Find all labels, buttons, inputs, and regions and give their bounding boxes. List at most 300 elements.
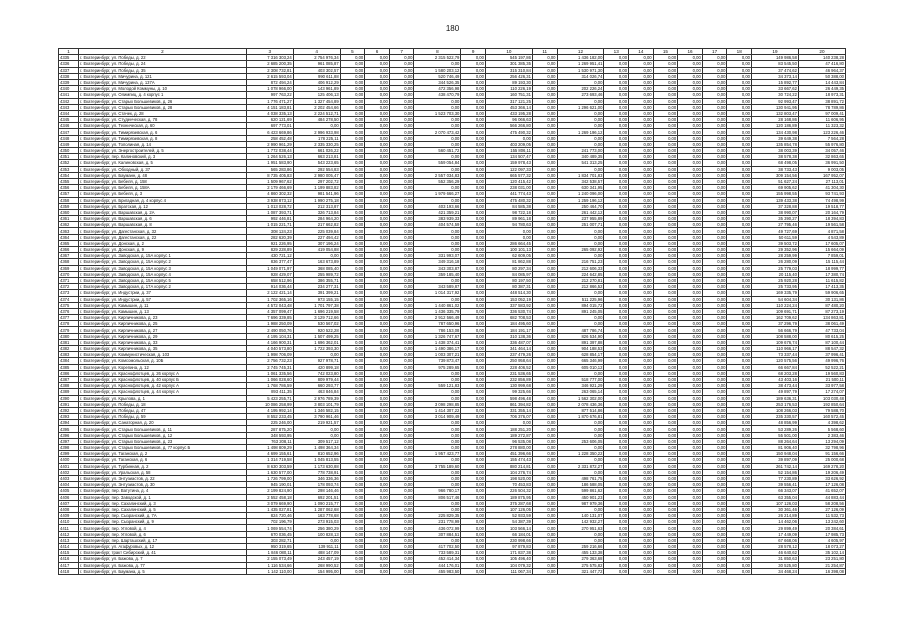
amount-cell: 155 474,43 [485,457,532,463]
address-cell: г. Екатеринбург, ул. Бауманн, д. 48 [79,172,247,178]
row-number-cell: 4353 [59,166,79,172]
amount-cell: 0,00 [727,376,752,382]
amount-cell: 0,00 [461,327,486,333]
amount-cell: 8 630 303,59 [246,463,293,469]
amount-cell: 0,00 [702,327,727,333]
amount-cell: 132 803,47 [752,110,799,116]
amount-cell: 0,00 [365,488,390,494]
amount-cell: 0,00 [461,352,486,358]
amount-cell: 0,00 [365,407,390,413]
amount-cell: 0,00 [414,296,461,302]
amount-cell: 28 578,12 [752,544,799,550]
amount-cell: 17 274,07 [798,389,845,395]
amount-cell: 13 242,60 [798,519,845,525]
amount-cell: 27 795,46 [752,222,799,228]
amount-cell: 125 406,13 [293,92,340,98]
amount-cell: 0,00 [389,92,414,98]
amount-cell: 19 560,83 [798,370,845,376]
amount-cell: 0,00 [629,352,654,358]
amount-cell: 0,00 [532,234,557,240]
amount-cell: 123 226,46 [798,129,845,135]
amount-cell: 0,00 [532,290,557,296]
amount-cell: 167 952,07 [798,172,845,178]
amount-cell: 0,00 [365,135,390,141]
amount-cell: 420 899,18 [293,364,340,370]
row-number-cell: 4339 [59,79,79,85]
amount-cell: 0,00 [678,395,703,401]
amount-cell: 0,00 [532,562,557,568]
amount-cell: 0,00 [293,123,340,129]
amount-cell: 0,00 [389,438,414,444]
amount-cell: 0,00 [727,203,752,209]
amount-cell: 0,00 [702,73,727,79]
amount-cell: 620 121,69 [246,117,293,123]
amount-cell: 0,00 [340,185,365,191]
amount-cell: 0,00 [653,110,678,116]
amount-cell: 599 861,62 [557,488,604,494]
amount-cell: 0,00 [604,191,629,197]
amount-cell: 0,00 [727,395,752,401]
amount-cell: 0,00 [653,86,678,92]
amount-cell: 0,00 [604,271,629,277]
amount-cell: 11 606,95 [798,117,845,123]
amount-cell: 0,00 [678,228,703,234]
amount-cell: 0,00 [727,469,752,475]
address-cell: г. Екатеринбург, ул. Крылова, д. 1 [79,395,247,401]
amount-cell: 0,00 [629,135,654,141]
amount-cell: 2 980 005,47 [293,172,340,178]
column-header: 4 [293,49,340,55]
amount-cell: 18 999,77 [798,265,845,271]
amount-cell: 255 989,72 [293,271,340,277]
amount-cell: 0,00 [389,463,414,469]
amount-cell: 0,00 [340,364,365,370]
amount-cell: 0,00 [727,117,752,123]
amount-cell: 0,00 [389,407,414,413]
amount-cell: 0,00 [604,284,629,290]
column-header: 12 [557,49,604,55]
amount-cell: 0,00 [653,79,678,85]
amount-cell: 189 636,31 [752,395,799,401]
amount-cell: 0,00 [532,469,557,475]
amount-cell: 0,00 [727,172,752,178]
amount-cell: 0,00 [702,506,727,512]
row-number-cell: 4336 [59,61,79,67]
amount-cell: 0,00 [532,191,557,197]
amount-cell: 0,00 [365,247,390,253]
amount-cell: 0,00 [727,531,752,537]
amount-cell: 0,00 [727,482,752,488]
row-number-cell: 4343 [59,104,79,110]
amount-cell: 81 906,40 [752,445,799,451]
amount-cell: 0,00 [653,537,678,543]
amount-cell: 0,00 [389,308,414,314]
amount-cell: 0,00 [678,315,703,321]
amount-cell: 13 294,09 [798,438,845,444]
amount-cell: 0,00 [653,92,678,98]
row-number-cell: 4378 [59,321,79,327]
amount-cell: 0,00 [461,401,486,407]
amount-cell: 0,00 [461,494,486,500]
amount-cell: 0,00 [389,73,414,79]
amount-cell: 383 939,33 [414,216,461,222]
amount-cell: 559 054,84 [414,160,461,166]
amount-cell: 0,00 [604,141,629,147]
address-cell: г. Екатеринбург, ул. Победы, д. 22 [79,55,247,61]
amount-cell: 0,00 [365,346,390,352]
amount-cell: 0,00 [702,488,727,494]
address-cell: г. Екатеринбург, ул. Заводская, д. 15А корпус 1 [79,253,247,259]
amount-cell: 0,00 [629,253,654,259]
address-cell: г. Екатеринбург, ул. Уральская, д. 58 [79,469,247,475]
amount-cell: 826 534,90 [557,333,604,339]
amount-cell: 0,00 [414,475,461,481]
amount-cell: 58 208,56 [798,500,845,506]
amount-cell: 36 991,50 [798,160,845,166]
amount-cell: 0,00 [629,401,654,407]
amount-cell: 1 435 027,81 [246,506,293,512]
amount-cell: 0,00 [557,79,604,85]
amount-cell: 0,00 [414,185,461,191]
amount-cell: 0,00 [340,154,365,160]
amount-cell: 0,00 [365,370,390,376]
amount-cell: 0,00 [365,568,390,574]
amount-cell: 0,00 [702,110,727,116]
amount-cell: 38 578,38 [752,154,799,160]
amount-cell: 0,00 [678,259,703,265]
amount-cell: 359 185,40 [414,271,461,277]
amount-cell: 120 186,89 [752,123,799,129]
amount-cell: 0,00 [727,141,752,147]
amount-cell: 0,00 [702,370,727,376]
amount-cell: 0,00 [557,531,604,537]
amount-cell: 39 897,09 [752,457,799,463]
address-cell: г. Екатеринбург, ул. Бебеля, д. 3 [79,191,247,197]
amount-cell: 0,00 [293,352,340,358]
row-number-cell: 4384 [59,358,79,364]
amount-cell: 0,00 [678,55,703,61]
amount-cell: 0,00 [365,327,390,333]
amount-cell: 0,00 [340,172,365,178]
amount-cell: 0,00 [414,469,461,475]
amount-cell: 0,00 [340,61,365,67]
amount-cell: 0,00 [727,333,752,339]
amount-cell: 0,00 [629,438,654,444]
amount-cell: 0,00 [604,469,629,475]
amount-cell: 25 000,68 [798,457,845,463]
amount-cell: 0,00 [727,488,752,494]
amount-cell: 453 366,14 [485,104,532,110]
amount-cell: 463 846,84 [293,389,340,395]
amount-cell: 0,00 [678,234,703,240]
amount-cell: 92 993,47 [752,98,799,104]
address-cell: г. Екатеринбург, ул. Камышин, д. 11 [79,302,247,308]
amount-cell: 0,00 [532,519,557,525]
amount-cell: 0,00 [678,500,703,506]
amount-cell: 0,00 [629,154,654,160]
amount-cell: 343 303,87 [414,265,461,271]
amount-cell: 0,00 [653,358,678,364]
amount-cell: 0,00 [340,556,365,562]
amount-cell: 111 067,34 [485,568,532,574]
amount-cell: 0,00 [532,228,557,234]
amount-cell: 0,00 [461,550,486,556]
amount-cell: 348 593,95 [246,432,293,438]
amount-cell: 1 498 809,29 [246,445,293,451]
column-header: 17 [702,49,727,55]
address-cell: г. Екатеринбург, тракт Сибирский, д. 41 [79,550,247,556]
amount-cell: 0,00 [532,148,557,154]
amount-cell: 19 518,77 [798,203,845,209]
amount-cell: 455 133,38 [557,550,604,556]
amount-cell: 37 328,88 [752,203,799,209]
amount-cell: 0,00 [557,445,604,451]
amount-cell: 0,00 [653,154,678,160]
amount-cell: 0,00 [414,247,461,253]
amount-cell: 0,00 [653,494,678,500]
amount-cell: 0,00 [702,519,727,525]
address-cell: г. Екатеринбург, ул. Молодой Коммуны, д. 10 [79,86,247,92]
amount-cell: 0,00 [293,432,340,438]
amount-cell: 0,00 [629,339,654,345]
amount-cell: 0,00 [461,259,486,265]
amount-cell: 0,00 [461,110,486,116]
address-cell: г. Екатеринбург, ул. Тимирязевская, д. 6 [79,129,247,135]
amount-cell: 0,00 [365,67,390,73]
amount-cell: 5 568,60 [798,426,845,432]
amount-cell: 18 073,27 [798,544,845,550]
amount-cell: 0,00 [629,358,654,364]
amount-cell: 452 414,34 [414,556,461,562]
amount-cell: 0,00 [727,98,752,104]
amount-cell: 872 494,24 [246,79,293,85]
row-number-cell: 4412 [59,531,79,537]
amount-cell: 253 176,53 [752,401,799,407]
amount-cell: 67 668,06 [752,537,799,543]
amount-cell: 6 423 669,86 [246,129,293,135]
amount-cell: 0,00 [727,234,752,240]
address-cell: г. Екатеринбург, ул. Краснофлотцев, д. 42 корпус А [79,383,247,389]
amount-cell: 279 363,68 [557,556,604,562]
amount-cell: 310 138,36 [485,333,532,339]
amount-cell: 0,00 [604,531,629,537]
amount-cell: 829 228,89 [246,247,293,253]
amount-cell: 0,00 [727,346,752,352]
amount-cell: 301 385,35 [485,61,532,67]
amount-cell: 404 574,59 [414,222,461,228]
address-cell: г. Екатеринбург, ул. Варшавская, д. 8 [79,222,247,228]
amount-cell: 0,00 [604,364,629,370]
amount-cell: 0,00 [340,67,365,73]
amount-cell: 87 480,20 [798,302,845,308]
amount-cell: 0,00 [365,166,390,172]
amount-cell: 169 335,79 [752,290,799,296]
amount-cell: 51 627,24 [752,178,799,184]
amount-cell: 0,00 [727,451,752,457]
amount-cell: 54 387,39 [485,519,532,525]
amount-cell: 0,00 [678,426,703,432]
amount-cell: 0,00 [532,407,557,413]
amount-cell: 0,00 [604,445,629,451]
address-cell: г. Екатеринбург, ул. Мичурина, д. 137А [79,79,247,85]
address-cell: г. Екатеринбург, ул. Старых Большевиков, д. 11 [79,426,247,432]
amount-cell: 160 751,31 [485,92,532,98]
amount-cell: 0,00 [678,445,703,451]
amount-cell: 0,00 [461,148,486,154]
address-cell: г. Екатеринбург, пер. Заводской, д. 1 [79,494,247,500]
amount-cell: 1 045 813,55 [293,457,340,463]
amount-cell: 0,00 [702,61,727,67]
amount-cell: 824 720,46 [246,513,293,519]
amount-cell: 0,00 [653,166,678,172]
amount-cell: 0,00 [461,432,486,438]
amount-cell: 108 266,03 [752,407,799,413]
amount-cell: 337 583,92 [485,302,532,308]
amount-cell: 448 514,30 [485,290,532,296]
amount-cell: 997 763,22 [246,92,293,98]
amount-cell: 0,00 [727,73,752,79]
row-number-cell: 4415 [59,550,79,556]
amount-cell: 0,00 [389,513,414,519]
amount-cell: 0,00 [629,203,654,209]
amount-cell: 69 905,62 [752,185,799,191]
amount-cell: 0,00 [389,67,414,73]
amount-cell: 0,00 [604,494,629,500]
row-number-cell: 4374 [59,296,79,302]
amount-cell: 0,00 [340,284,365,290]
amount-cell: 0,00 [340,414,365,420]
amount-cell: 0,00 [389,154,414,160]
amount-cell: 0,00 [678,308,703,314]
amount-cell: 0,00 [727,129,752,135]
amount-cell: 0,00 [389,135,414,141]
amount-cell: 0,00 [365,494,390,500]
amount-cell: 0,00 [365,98,390,104]
amount-cell: 0,00 [389,531,414,537]
amount-cell: 1 834 701,83 [557,172,604,178]
row-number-cell: 4375 [59,302,79,308]
amount-cell: 0,00 [678,346,703,352]
row-number-cell: 4370 [59,271,79,277]
amount-cell: 192 850,64 [798,401,845,407]
address-cell: г. Екатеринбург, ул. Бажова, д. 77 [79,562,247,568]
amount-cell: 68 203,28 [752,370,799,376]
amount-cell: 0,00 [604,432,629,438]
row-number-cell: 4350 [59,148,79,154]
amount-cell: 0,00 [365,500,390,506]
amount-cell: 2 122 421,14 [246,290,293,296]
amount-cell: 0,00 [678,457,703,463]
amount-cell: 0,00 [414,117,461,123]
amount-cell: 4 860 302,32 [246,191,293,197]
amount-cell: 0,00 [532,488,557,494]
amount-cell: 0,00 [365,315,390,321]
amount-cell: 0,00 [653,123,678,129]
amount-cell: 0,00 [461,364,486,370]
amount-cell: 155 806,11 [485,148,532,154]
amount-cell: 261 442,12 [557,209,604,215]
amount-cell: 0,00 [389,148,414,154]
row-number-cell: 4400 [59,457,79,463]
amount-cell: 0,00 [365,240,390,246]
row-number-cell: 4389 [59,389,79,395]
amount-cell: 0,00 [340,160,365,166]
amount-cell: 0,00 [557,506,604,512]
amount-cell: 739 873,47 [414,358,461,364]
amount-cell: 0,00 [702,185,727,191]
amount-cell: 0,00 [389,500,414,506]
amount-cell: 0,00 [340,568,365,574]
amount-cell: 0,00 [414,420,461,426]
amount-cell: 0,00 [389,519,414,525]
amount-cell: 0,00 [653,562,678,568]
amount-cell: 0,00 [629,321,654,327]
amount-cell: 4 195 992,14 [246,407,293,413]
amount-cell: 0,00 [678,383,703,389]
amount-cell: 0,00 [414,154,461,160]
amount-cell: 0,00 [340,117,365,123]
amount-cell: 0,00 [389,240,414,246]
amount-cell: 0,00 [604,457,629,463]
column-header: 1 [59,49,79,55]
amount-cell: 0,00 [604,556,629,562]
amount-cell: 0,00 [461,333,486,339]
amount-cell: 0,00 [727,383,752,389]
amount-cell: 0,00 [461,55,486,61]
amount-cell: 894 015,72 [557,302,604,308]
amount-cell: 990 611,88 [293,73,340,79]
amount-cell: 35 102,14 [798,550,845,556]
amount-cell: 47 733,04 [798,327,845,333]
address-cell: г. Екатеринбург, ул. Старых Большевиков, д. 28 [79,104,247,110]
amount-cell: 0,00 [414,234,461,240]
amount-cell: 0,00 [461,445,486,451]
amount-cell: 0,00 [532,346,557,352]
amount-cell: 0,00 [532,197,557,203]
amount-cell: 0,00 [389,426,414,432]
amount-cell: 950 319,65 [246,544,293,550]
amount-cell: 0,00 [340,265,365,271]
amount-cell: 0,00 [702,339,727,345]
address-cell: г. Екатеринбург, ул. Тимирязевская, д. 8 [79,135,247,141]
amount-cell: 89 961,18 [485,216,532,222]
amount-cell: 0,00 [653,506,678,512]
amount-cell: 0,00 [678,376,703,382]
row-number-cell: 4414 [59,544,79,550]
amount-cell: 298 146,46 [293,488,340,494]
amount-cell: 1 726 799,00 [246,475,293,481]
amount-cell: 0,00 [629,117,654,123]
amount-cell: 0,00 [557,166,604,172]
amount-cell: 0,00 [365,86,390,92]
amount-cell: 0,00 [678,420,703,426]
amount-cell: 0,00 [678,519,703,525]
amount-cell: 0,00 [365,110,390,116]
amount-cell: 80 197,50 [485,277,532,283]
amount-cell: 0,00 [461,277,486,283]
amount-cell: 39 649,38 [752,135,799,141]
amount-cell: 0,00 [653,234,678,240]
amount-cell: 0,00 [702,222,727,228]
amount-cell: 139 433,38 [752,197,799,203]
amount-cell: 0,00 [340,550,365,556]
amount-cell: 55 976,80 [798,141,845,147]
amount-cell: 228 406,52 [485,364,532,370]
amount-cell: 0,00 [653,308,678,314]
amount-cell: 0,00 [340,562,365,568]
column-header: 9 [461,49,486,55]
amount-cell: 0,00 [629,389,654,395]
